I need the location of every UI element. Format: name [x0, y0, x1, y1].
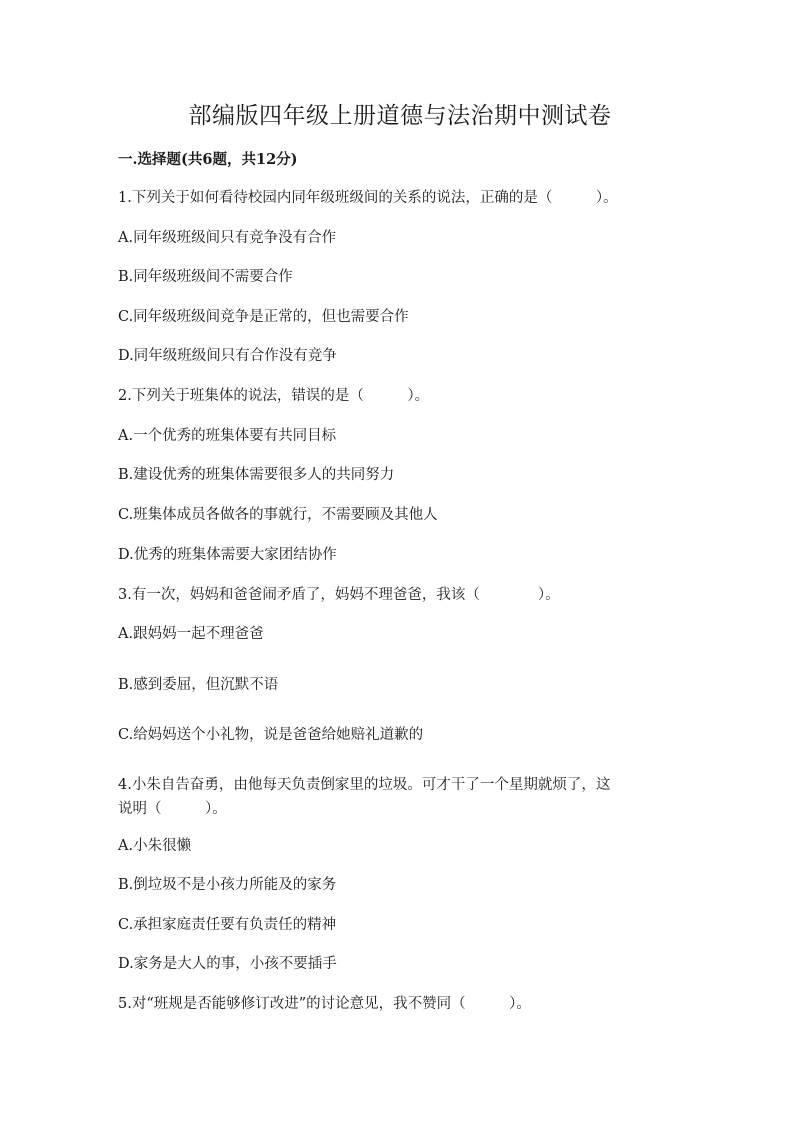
question-4-option-b: B.倒垃圾不是小孩力所能及的家务 [118, 877, 337, 893]
question-2-option-d: D.优秀的班集体需要大家团结协作 [118, 547, 337, 563]
question-1-option-c: C.同年级班级间竞争是正常的，但也需要合作 [118, 309, 409, 325]
question-2-option-b: B.建设优秀的班集体需要很多人的共同努力 [118, 467, 395, 483]
question-1-option-b: B.同年级班级间不需要合作 [118, 269, 293, 285]
question-1-option-a: A.同年级班级间只有竞争没有合作 [118, 230, 337, 246]
question-4-option-a: A.小朱很懒 [118, 838, 192, 854]
question-3-option-a: A.跟妈妈一起不理爸爸 [118, 626, 264, 642]
question-3-option-c: C.给妈妈送个小礼物，说是爸爸给她赔礼道歉的 [118, 727, 424, 743]
question-2-option-a: A.一个优秀的班集体要有共同目标 [118, 428, 337, 444]
section-heading: 一.选择题(共6题，共12分) [118, 151, 298, 168]
question-4-stem-line-1: 4.小朱自告奋勇，由他每天负责倒家里的垃圾。可才干了一个星期就烦了，这 [118, 777, 611, 793]
question-4-option-d: D.家务是大人的事，小孩不要插手 [118, 956, 337, 972]
question-3-option-b: B.感到委屈，但沉默不语 [118, 677, 279, 693]
question-3-stem: 3.有一次，妈妈和爸爸闹矛盾了，妈妈不理爸爸，我该（ ）。 [118, 587, 560, 603]
exam-title: 部编版四年级上册道德与法治期中测试卷 [188, 103, 612, 129]
question-5-stem: 5.对“班规是否能够修订改进”的讨论意见，我不赞同（ ）。 [118, 996, 531, 1012]
question-4-option-c: C.承担家庭责任要有负责任的精神 [118, 917, 337, 933]
question-2-option-c: C.班集体成员各做各的事就行，不需要顾及其他人 [118, 507, 438, 523]
question-1-stem: 1.下列关于如何看待校园内同年级班级间的关系的说法，正确的是（ ）。 [118, 190, 618, 206]
question-2-stem: 2.下列关于班集体的说法，错误的是（ ）。 [118, 388, 430, 404]
question-1-option-d: D.同年级班级间只有合作没有竞争 [118, 348, 337, 364]
question-4-stem-line-2: 说明（ ）。 [118, 801, 227, 817]
